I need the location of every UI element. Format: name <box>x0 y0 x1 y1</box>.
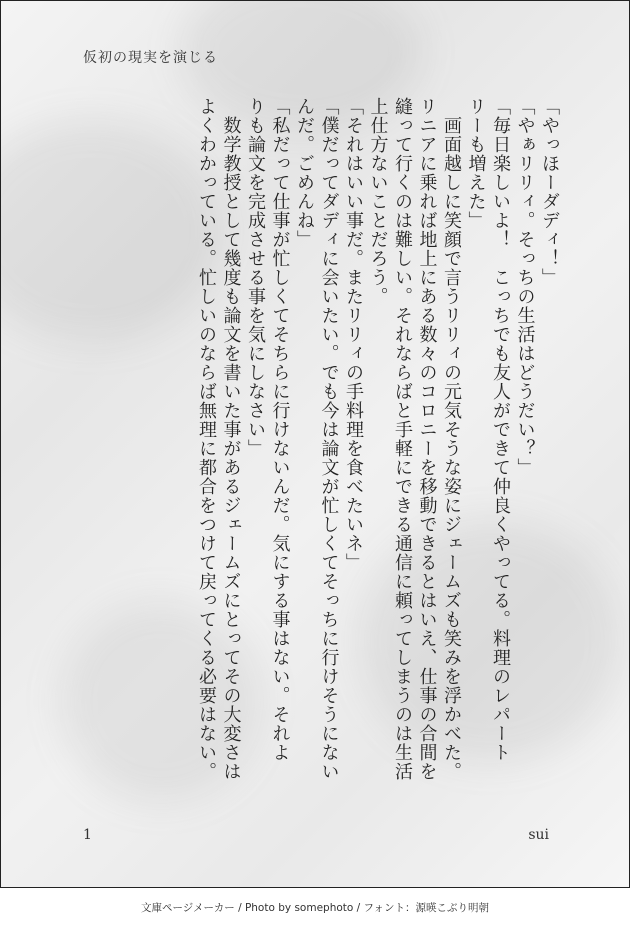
leaf-shadow <box>0 121 221 341</box>
text-line: んだ。ごめんね」 <box>294 97 315 249</box>
text-line: 「それはいい事だ。またリリィの手料理を食べたいネ」 <box>343 97 364 572</box>
text-line: 画面越しに笑顔で言うリリィの元気そうな姿にジェームズも笑みを浮かべた。 <box>441 97 462 781</box>
text-line: 「私だって仕事が忙しくてそちらに行けないんだ。気にする事はない。それよ <box>269 97 291 762</box>
text-line: 縫って行くのは難しい。それならばと手軽にできる通信に頼ってしまうのは生活 <box>392 97 413 781</box>
header-title: 仮初の現実を演じる <box>83 50 218 66</box>
author-name: sui <box>528 827 549 843</box>
text-line: リニアに乗れば地上にある数々のコロニーを移動できるとはいえ、仕事の合間を <box>416 97 438 781</box>
body-text <box>194 97 562 797</box>
text-line: 「毎日楽しいよ！ こっちでも友人ができて仲良くやってる。料理のレパート <box>490 97 511 762</box>
page-number: 1 <box>83 827 92 843</box>
text-line: 「やぁリリィ。そっちの生活はどうだい？」 <box>514 97 536 477</box>
text-line: りも論文を完成させる事を気にしなさい」 <box>245 97 266 458</box>
text-line: 上仕方ないことだろう。 <box>367 97 389 306</box>
text-line: リーも増えた」 <box>465 97 487 230</box>
text-line: よくわかっている。忙しいのならば無理に都合をつけて戻ってくる必要はない。 <box>196 97 217 781</box>
text-line: 数学教授として幾度も論文を書いた事があるジェームズにとってその大変さは <box>220 97 242 781</box>
credit-line: 文庫ページメーカー / Photo by somephoto / フォント：源暎こぶり明朝 <box>140 902 490 914</box>
text-line: 「やっほーダディ！」 <box>539 97 560 287</box>
text-line: 「僕だってダディに会いたい。でも今は論文が忙しくてそっちに行けそうにない <box>318 97 340 781</box>
